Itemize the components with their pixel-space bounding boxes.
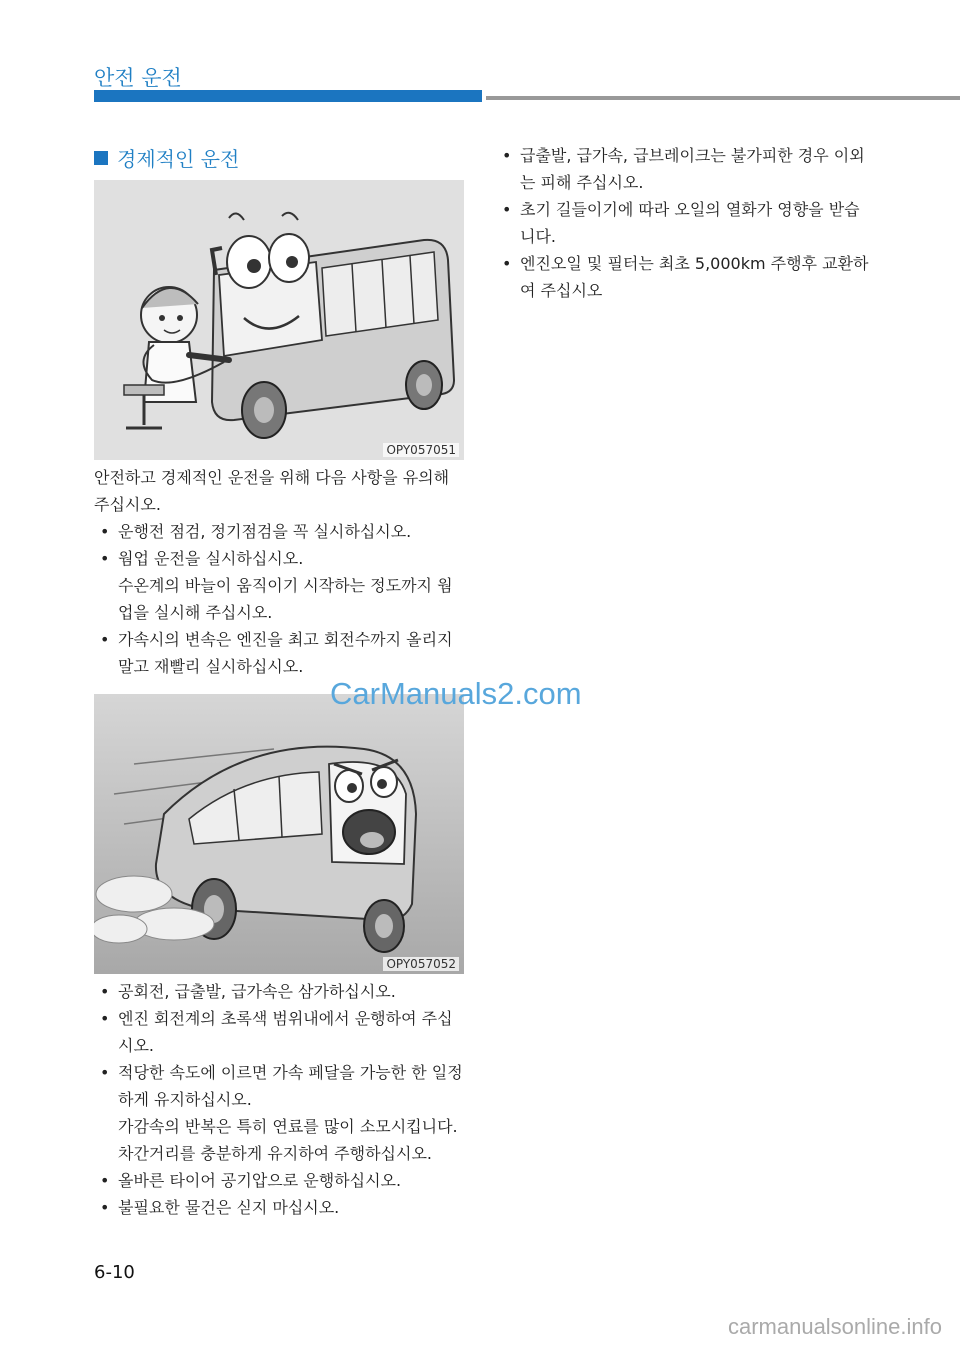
list-item: • 올바른 타이어 공기압으로 운행하십시오. — [94, 1167, 466, 1194]
list-item: • 가속시의 변속은 엔진을 최고 회전수까지 올리지 말고 재빨리 실시하십시오. — [94, 626, 466, 680]
watermark-text: CarManuals2.com — [330, 676, 582, 711]
left-column-text-2 — [94, 978, 466, 1221]
sub-paragraph: 수온계의 바늘이 움직이기 시작하는 정도까지 웜업을 실시해 주십시오. — [118, 576, 453, 622]
list-item: • 적당한 속도에 이르면 가속 페달을 가능한 한 일정하게 유지하십시오. — [94, 1059, 466, 1113]
list-item: • 웜업 운전을 실시하십시오. — [94, 545, 466, 572]
figure-code: OPY057051 — [383, 443, 459, 457]
list-item: • 초기 길들이기에 따라 오일의 열화가 영향을 받습니다. — [496, 196, 870, 250]
bullet-list-right — [496, 142, 870, 304]
section-title-text: 경제적인 운전 — [117, 147, 240, 171]
list-item: • 공회전, 급출발, 급가속은 삼가하십시오. — [94, 978, 466, 1005]
list-item: • 엔진 회전계의 초록색 범위내에서 운행하여 주십시오. — [94, 1005, 466, 1059]
intro-paragraph: 안전하고 경제적인 운전을 위해 다음 사항을 유의해 주십시오. — [94, 468, 450, 514]
figure-bus-inspection — [94, 180, 464, 460]
header-rule-gray — [486, 96, 960, 100]
right-column-text — [496, 142, 870, 304]
sub-paragraph: 가감속의 반복은 특히 연료를 많이 소모시킵니다. — [118, 1117, 458, 1136]
list-item: • 엔진오일 및 필터는 최초 5,000km 주행후 교환하여 주십시오 — [496, 250, 870, 304]
bus-inspection-illustration — [94, 180, 464, 460]
footer-site-watermark: carmanualsonline.info — [727, 1314, 942, 1339]
left-column-text-1 — [94, 464, 466, 680]
page-header-title: 안전 운전 — [94, 66, 182, 90]
list-item: • 불필요한 물건은 싣지 마십시오. — [94, 1194, 466, 1221]
section-heading — [94, 143, 239, 172]
list-item: • 운행전 점검, 정기점검을 꼭 실시하십시오. — [94, 518, 466, 545]
sub-paragraph: 차간거리를 충분하게 유지하여 주행하십시오. — [118, 1144, 433, 1163]
figure-code: OPY057052 — [383, 957, 459, 971]
speeding-bus-illustration — [94, 694, 464, 974]
bullet-list-2 — [94, 978, 466, 1221]
bullet-list-1 — [94, 518, 466, 680]
header-rule-blue — [94, 90, 482, 102]
square-bullet-icon — [94, 151, 108, 165]
list-item: • 급출발, 급가속, 급브레이크는 불가피한 경우 이외는 피해 주십시오. — [496, 142, 870, 196]
page-number: 6-10 — [94, 1262, 135, 1283]
figure-speeding-bus — [94, 694, 464, 974]
